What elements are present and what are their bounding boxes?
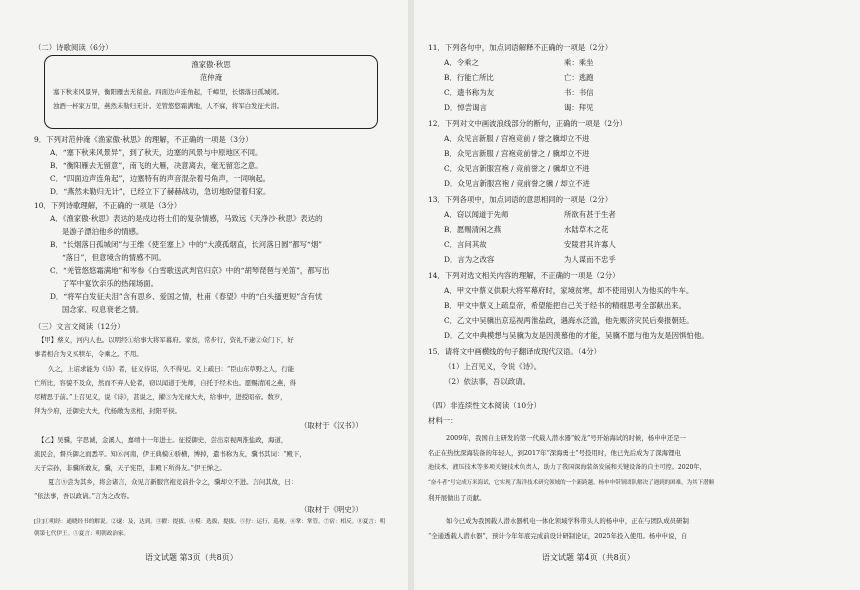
q12-option-b: B．众见言新服 / 宫袍竞前誉之 / 骥却立不进	[444, 149, 590, 158]
passage-yi-line: 【乙】吴骥，字思诚，金溪人，嘉靖十一年进士。征授御史，尝出京视两淮盐政，海道，	[38, 436, 288, 444]
question-11-stem: 11．下列各句中，加点词语解释不正确的一项是（2分）	[428, 43, 613, 52]
q13-option-b-left: B．愿赐清闲之燕	[444, 225, 502, 234]
section-heading-poetry: （二）诗歌阅读（6分）	[34, 43, 113, 52]
poem-line: 浊酒一杯家万里，燕然未勒归无计。羌管悠悠霜满地，人不寐，将军白发征夫泪。	[53, 102, 284, 110]
material-line: “奋斗者”号完成万米海试，它实现了海洋技术研究领域的一个新跨越，杨申申带领团队解决了遇到的困难，为其下潜顺	[428, 480, 715, 486]
passage-yi-line: 天子宗孙，非骥所敢友，骥，天子宪臣，非殿下所得友。”伊王惮之。	[34, 464, 226, 472]
poem-box	[44, 55, 378, 129]
q9-option-a: A．“塞下秋来风景异”，到了秋天，边塞的风景与中原地区不同。	[50, 148, 263, 157]
q10-option-a-cont: 是游子漂泊他乡的情感。	[62, 227, 144, 236]
q10-option-b-cont: “落日”，但意境含的情感不同。	[62, 253, 166, 262]
q11-option-c-phrase: C．遗书称为友	[444, 88, 494, 97]
q13-option-c-left: C．言问其故	[444, 240, 487, 249]
page-footer: 语文试题 第3页（共8页）	[145, 553, 238, 562]
page-footer: 语文试题 第4页（共8页）	[542, 553, 635, 562]
passage-jia-line: 久之，上诏求能为《诗》者，征义待诏，久不得见。义上疏曰：“臣山东草野之人，行能	[48, 365, 295, 373]
passage-jia-line: 亡所比，容貌不及众，然而不弃人伦者，窃以闻道于先师，自托于经术也。愿赐清闲之燕，得	[34, 379, 297, 387]
q13-option-b-right: 水陆草木之花	[564, 225, 609, 234]
passage-yi-line: “依法事，吾以政请。”言为之改容。	[34, 492, 134, 500]
q9-option-c: C．“四面边声连角起”，边塞特有的声音混杂着号角声，一同响起。	[50, 174, 271, 183]
q14-option-c: C．乙文中吴骥出京巡视两淮盐政，遇海水泛滥，他先赈济灾民后奏报朝廷。	[444, 316, 694, 325]
material-line: 名正在热忱深海装备的年轻人，到2017年“深海勇士”号投用时，他已先后成为了深海锂电	[428, 449, 681, 457]
material-line: 2009年，我国自主研发的第一代载人潜水器“蛟龙”号开始海试的时候，杨申申还是一	[446, 434, 687, 442]
q11-option-a-gloss: 乘：乘坐	[564, 58, 594, 67]
left-page	[0, 0, 408, 590]
q13-option-a-right: 所欲有甚于生者	[564, 210, 616, 219]
material-label: 材料一：	[428, 416, 458, 425]
q11-option-d-gloss: 谒：拜见	[564, 103, 594, 112]
q12-option-d: D．众见言新服宫袍 / 竞前誉之骥 / 却立不进	[444, 179, 590, 188]
passage-jia-line: 事者相合为义买犊车，令乘之。不用。	[34, 350, 143, 358]
q10-option-a: A．《渔家傲·秋思》表达的是戍边将士们的复杂情感，马致远《天净沙·秋思》表达的	[50, 214, 323, 223]
q10-option-c-cont: 了军中宴饮亲乐的热闹场面。	[62, 279, 159, 288]
question-12-stem: 12．下列对文中画波浪线部分的断句，正确的一项是（2分）	[428, 119, 627, 128]
q13-option-c-right: 安陵君其许寡人	[564, 240, 616, 249]
passage-jia-line: 拜为少府，迁御史大夫，代杨敞为丞相，封阳平侯。	[34, 407, 181, 415]
q11-option-b-phrase: B．行能亡所比	[444, 73, 494, 82]
q11-option-b-gloss: 亡：逃跑	[564, 73, 594, 82]
q11-option-d-phrase: D．悼尝谒言	[444, 103, 487, 112]
material-line: “全通透载人潜水器”，预计今年年底完成前设计研制论证，2025年投入使用。杨申申说，自	[428, 532, 688, 540]
q13-option-a-left: A．窃以闻道于先师	[444, 210, 509, 219]
source-citation: （取材于《明史》）	[300, 505, 363, 514]
q12-option-c: C．众见言新服宫袍 / 竞前誉之 / 骥却立不进	[444, 164, 590, 173]
q10-option-b: B．“长烟落日孤城闭”与王维《使至塞上》中的“大漠孤烟直，长河落日圆”都写“烟”	[50, 240, 322, 249]
source-citation: （取材于《汉书》）	[300, 421, 363, 430]
passage-yi-line: 夏言⑤尝为其乡，将会诸言，众见言新服宫袍竞前扑令之，骥却立不进。言问其故，曰：	[48, 478, 298, 486]
question-15-stem: 15．请将文中画横线的句子翻译成现代汉语。（4分）	[428, 347, 602, 356]
q15-sentence-1: （1）上召见义，令说《诗》。	[444, 362, 542, 371]
material-line: 池技术、液压技术等多项关键技术负责人，助力了我国深海装备发展和关键设备的自主可控。2020年，	[428, 464, 706, 471]
poem-line: 塞下秋来风景异，衡阳雁去无留意。四面边声连角起，千嶂里，长烟落日孤城闭。	[53, 88, 284, 96]
section-heading-classical: （三）文言文阅读（12分）	[34, 322, 125, 331]
passage-jia-line: 尽精思于前。”上召见义，说《诗》，甚说之，擢③为光禄大夫，给事中，进授昭帝。数岁，	[34, 393, 287, 401]
question-9-stem: 9．下列对范仲淹《渔家傲·秋思》的理解，不正确的一项是（3分）	[34, 135, 253, 144]
q14-option-d: D．乙文中典模想与吴骥为友是因羡慕他的才能，吴骥不愿与他为友是因惧怕他。	[444, 331, 709, 340]
q10-option-d: D．“将军白发征夫泪”含有思乡、爱国之情，杜甫《春望》中的“白头搔更短”含有忧	[50, 292, 323, 301]
material-line: 利开展做出了贡献。	[428, 494, 486, 502]
q13-option-d-right: 为人谋而不忠乎	[564, 255, 616, 264]
material-line: 如今已成为我国载人潜水器机电一体化领域学科带头人的杨申申，正在与团队成员研制	[446, 517, 689, 525]
section-heading-nonlit: （四）非连续性文本阅读（10分）	[428, 401, 541, 410]
right-page	[414, 0, 860, 590]
passage-yi-line: 流民会，督兵御之而悉平。知⑥河南，伊王典模④骄横，博掉，遣书称为友，骥书其词：“殿下，	[34, 450, 306, 458]
q15-sentence-2: （2）依法事，吾以政请。	[444, 377, 531, 386]
q10-option-c: C．“羌管悠悠霜满地”和岑参《白雪歌送武判官归京》中的“胡琴琵琶与羌笛”，都写出	[50, 266, 330, 275]
q13-option-d-left: D．言为之改容	[444, 255, 495, 264]
q12-option-a: A．众见言新服 / 宫袍竞前 / 誉之骥却立不进	[444, 134, 590, 143]
q9-option-d: D．“燕然未勒归无计”，已经立下了赫赫战功，急切地盼望着归家。	[50, 187, 271, 196]
annotation-note: [注]①明经：通晓经书的解说。②逮：及，达到。③擢：提拔。④模：选拔，提拔。⑤狞：运行，巡视。⑥掌：掌管。⑦宿：相反。⑧夏言：明	[34, 519, 386, 525]
poem-title: 渔家傲·秋思	[191, 60, 231, 69]
q9-option-b: B．“衡阳雁去无留意”，南飞的大雁，决意离去，毫无留恋之意。	[50, 161, 263, 170]
q10-option-d-cont: 国念家、叹息衰老之情。	[62, 305, 144, 314]
annotation-note: 朝第七代伊王。⑤夏言：明朝政治家。	[34, 531, 130, 537]
q14-option-b: B．甲文中蔡义上疏皇帝，希望能把自己关于经书的精细思考全部献出来。	[444, 301, 686, 310]
question-13-stem: 13．下列各项中，加点词语的意思相同的一项是（2分）	[428, 195, 613, 204]
question-10-stem: 10．下列诗歌理解，不正确的一项是（3分）	[34, 201, 182, 210]
question-14-stem: 14．下列对选文相关内容的理解，不正确的一项是（2分）	[428, 271, 620, 280]
q11-option-c-gloss: 书：书信	[564, 88, 594, 97]
q14-option-a: A．甲文中蔡义供职大将军幕府时，家境贫寒，却不使用别人为他买的牛车。	[444, 286, 694, 295]
passage-jia-line: 【甲】蔡义，河内人也。以明经①给事大将军幕府。家贫，常步行，资礼不逮②众门下，好	[38, 336, 294, 344]
poem-author: 范仲淹	[199, 73, 223, 82]
q11-option-a-phrase: A．令乘之	[444, 58, 479, 67]
